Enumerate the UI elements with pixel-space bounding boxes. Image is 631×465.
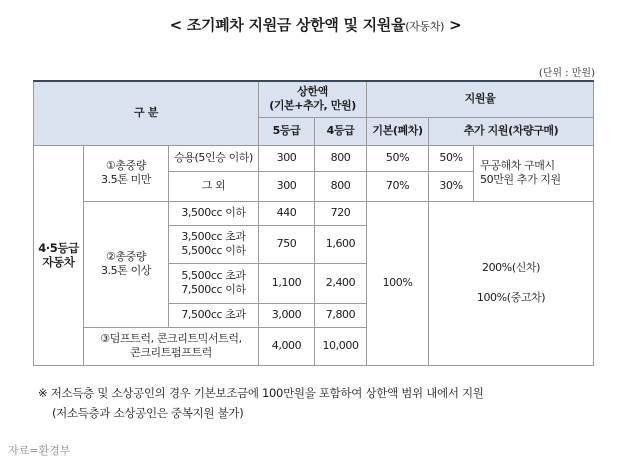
- cell-grade5: 4,000: [259, 327, 315, 365]
- footnote-line2: (저소득층과 소상공인은 중복지원 불가): [52, 406, 244, 420]
- header-base: 기본(폐차): [367, 117, 429, 145]
- footnote-line1: ※ 저소득층 및 소상공인의 경우 기본보조금에 100만원을 포함하여 상한액 범위 내에서 지원: [38, 386, 484, 400]
- subsidy-table: [33, 80, 594, 366]
- cell-grade4: 720: [315, 201, 367, 225]
- title-sub: (자동차): [405, 20, 445, 33]
- cell-grade5: 300: [259, 171, 315, 201]
- row-sub-line2: 7,500cc 이하: [181, 283, 246, 296]
- cell-grade5: 300: [259, 145, 315, 171]
- large-extra-line2: 100%(중고차): [476, 291, 546, 304]
- cell-extra: 50%: [429, 145, 474, 171]
- header-grade4: 4등급: [315, 117, 367, 145]
- row-sub: 7,500cc 초과: [169, 303, 259, 327]
- group-special-line1: ③덤프트럭, 콘크리트믹서트럭,: [100, 332, 242, 345]
- large-extra: [429, 201, 594, 365]
- header-limit: [259, 81, 367, 117]
- footnote: [38, 383, 608, 423]
- cell-grade5: 1,100: [259, 263, 315, 303]
- group-under-line2: 3.5톤 미만: [100, 173, 152, 186]
- header-rate: 지원율: [367, 81, 594, 117]
- cell-grade5: 750: [259, 225, 315, 263]
- large-base: 100%: [367, 201, 429, 365]
- header-limit-line1: 상한액: [297, 85, 328, 99]
- large-extra-line1: 200%(신차): [481, 261, 541, 274]
- row-sub: 승용(5인승 이하): [169, 145, 259, 171]
- row-sub: [169, 263, 259, 303]
- group-over-line1: ②총중량: [105, 250, 147, 263]
- row-sub-line2: 5,500cc 이하: [181, 244, 246, 257]
- cell-grade4: 10,000: [315, 327, 367, 365]
- row-sub-line1: 3,500cc 초과: [181, 230, 246, 243]
- group-special-line2: 콘크리트펌프트럭: [130, 346, 212, 359]
- title-tail: >: [444, 16, 462, 34]
- title-main: < 조기폐차 지원금 상한액 및 지원율: [169, 16, 406, 34]
- table-row: [34, 201, 594, 225]
- header-limit-line2: (기본+추가, 만원): [269, 99, 356, 113]
- extra-note: [474, 145, 594, 201]
- row-sub: 그 외: [169, 171, 259, 201]
- extra-note-line2: 50만원 추가 지원: [480, 173, 561, 186]
- cell-grade4: 800: [315, 171, 367, 201]
- row-sub: 3,500cc 이하: [169, 201, 259, 225]
- source-credit: 자료=환경부: [8, 444, 71, 457]
- extra-note-line1: 무공해차 구매시: [480, 159, 555, 172]
- group-under-line1: ①총중량: [105, 159, 147, 172]
- vehicle-class: [34, 145, 84, 365]
- cell-base: 50%: [367, 145, 429, 171]
- cell-grade4: 800: [315, 145, 367, 171]
- group-over: [84, 201, 169, 327]
- cell-grade5: 440: [259, 201, 315, 225]
- cell-grade4: 7,800: [315, 303, 367, 327]
- cell-grade4: 1,600: [315, 225, 367, 263]
- group-over-line2: 3.5톤 이상: [100, 264, 152, 277]
- row-sub: [169, 225, 259, 263]
- vehicle-line1: 4·5등급: [38, 241, 79, 255]
- group-under: [84, 145, 169, 201]
- cell-grade4: 2,400: [315, 263, 367, 303]
- header-extra: 추가 지원(차량구매): [429, 117, 594, 145]
- cell-base: 70%: [367, 171, 429, 201]
- vehicle-line2: 자동차: [42, 255, 75, 269]
- unit-label: (단위 : 만원): [538, 68, 595, 79]
- table-row: [34, 145, 594, 171]
- group-special: [84, 327, 259, 365]
- header-category: 구 분: [34, 81, 259, 145]
- page-title: [0, 14, 631, 35]
- cell-grade5: 3,000: [259, 303, 315, 327]
- cell-extra: 30%: [429, 171, 474, 201]
- row-sub-line1: 5,500cc 초과: [181, 269, 246, 282]
- header-grade5: 5등급: [259, 117, 315, 145]
